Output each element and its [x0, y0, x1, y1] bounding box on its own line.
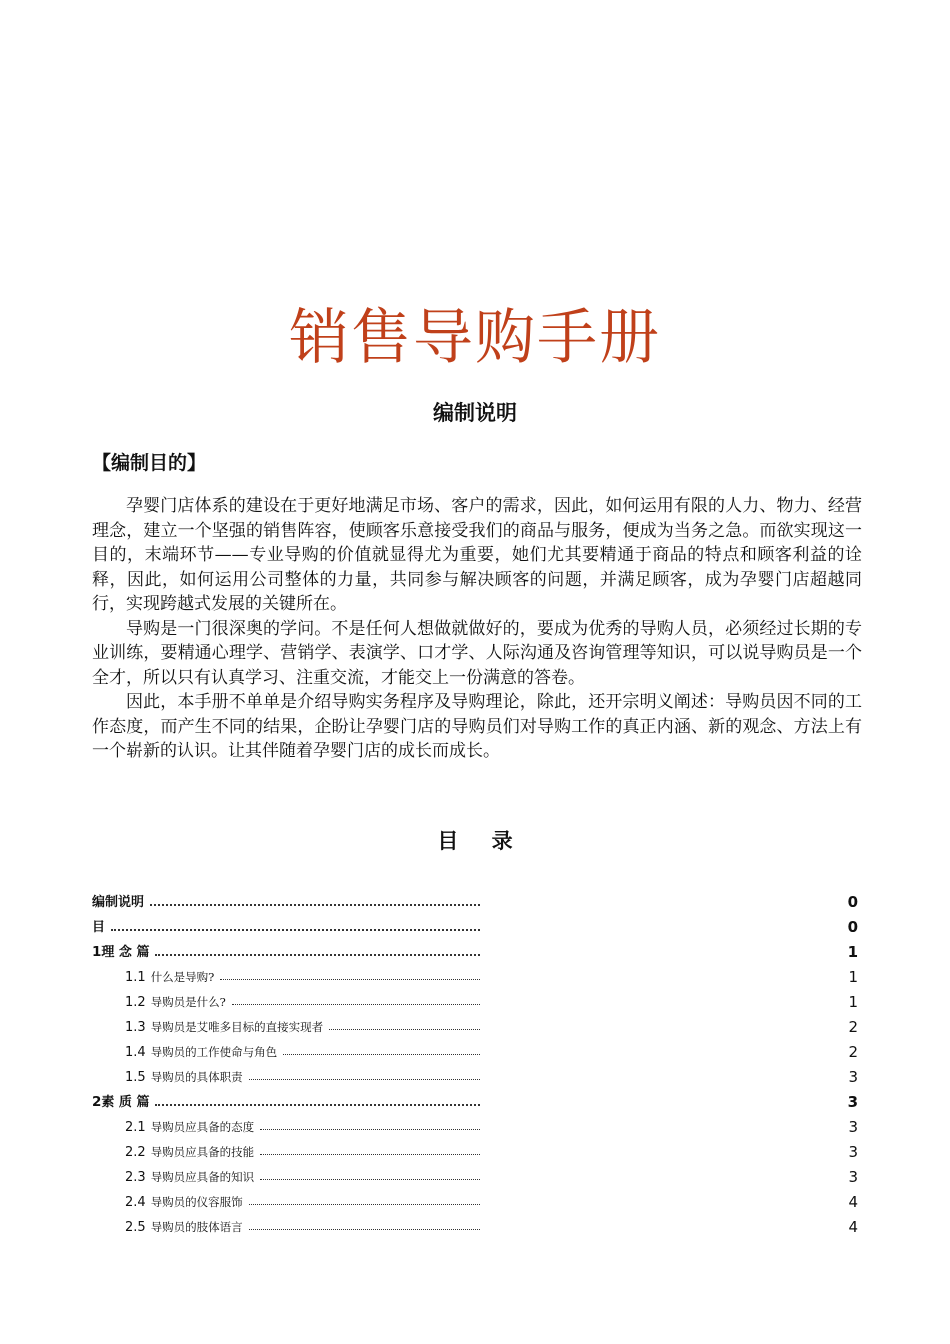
toc-entry-number: 1.1: [125, 970, 146, 985]
toc-entry-text: 导购员的具体职责: [150, 1070, 243, 1084]
toc-entry-number: 1.2: [125, 995, 146, 1010]
toc-page-number: 2: [848, 1043, 858, 1061]
toc-heading: 目 录: [437, 829, 513, 853]
toc-entry[interactable]: [92, 1216, 872, 1238]
toc-leader-dots: [283, 1054, 480, 1055]
toc-entry-label: [125, 1016, 323, 1038]
paragraph: 因此，本手册不单单是介绍导购实务程序及导购理论，除此，还开宗明义阐述：导购员因不同的工作态度，而产生不同的结果，企盼让孕婴门店的导购员们对导购工作的真正内涵、新的观念、方法上有一个崭新的认识。让其伴随着孕婴门店的成长而成长。: [92, 692, 862, 761]
purpose-subheading: 【编制目的】: [92, 452, 207, 474]
toc-entry[interactable]: [92, 941, 872, 963]
toc-entry-label: [125, 1166, 254, 1188]
toc-entry-label: [125, 991, 226, 1013]
toc-entry-text: 导购员的工作使命与角色: [150, 1045, 278, 1059]
toc-entry-label: [92, 891, 144, 913]
toc-entry-text: 什么是导购?: [150, 970, 215, 984]
toc-entry[interactable]: [92, 1091, 872, 1113]
toc-page-number: 1: [848, 968, 858, 986]
toc-entry-label: [125, 1066, 243, 1088]
paragraph: 导购是一门很深奥的学问。不是任何人想做就做好的，要成为优秀的导购人员，必须经过长期的专业训练，要精通心理学、营销学、表演学、口才学、人际沟通及咨询管理等知识，可以说导购员是一个全才，所以只有认真学习、注重交流，才能交上一份满意的答卷。: [92, 618, 862, 688]
toc-entry-label: [125, 1041, 277, 1063]
toc-entry-label: [125, 966, 214, 988]
toc-entry-text: 导购员应具备的知识: [150, 1170, 255, 1184]
toc-entry-number: 2: [92, 1094, 102, 1110]
toc-entry[interactable]: [92, 1191, 872, 1213]
toc-page-number: 3: [848, 1068, 858, 1086]
toc-entry-number: 1.5: [125, 1070, 146, 1085]
toc-entry[interactable]: [92, 1066, 872, 1088]
toc-leader-dots: [260, 1129, 480, 1130]
toc-entry-label: [125, 1116, 254, 1138]
toc-leader-dots: [329, 1029, 480, 1030]
toc-leader-dots: [111, 929, 480, 931]
toc-page-number: 4: [848, 1193, 858, 1211]
toc-page-number: 1: [847, 943, 858, 961]
purpose-body: [92, 494, 862, 764]
toc-page-number: 3: [847, 1093, 858, 1111]
toc-entry-number: 1.4: [125, 1045, 146, 1060]
section-heading: 编制说明: [433, 401, 517, 425]
toc-entry-number: 2.3: [125, 1170, 146, 1185]
toc-entry-label: [125, 1141, 254, 1163]
toc-leader-dots: [150, 904, 480, 906]
toc-entry[interactable]: [92, 991, 872, 1013]
toc-entry-label: [92, 916, 105, 938]
toc-leader-dots: [260, 1154, 480, 1155]
toc-entry-number: 2.4: [125, 1195, 146, 1210]
toc-entry-text: 理 念 篇: [101, 945, 150, 960]
toc-entry-text: 编制说明: [92, 895, 145, 910]
toc-leader-dots: [249, 1229, 480, 1230]
toc-entry-label: [125, 1216, 243, 1238]
document-title: 销售导购手册: [289, 303, 661, 374]
toc-entry-text: 导购员是什么?: [150, 995, 226, 1009]
toc-entry[interactable]: [92, 1116, 872, 1138]
toc-entry-text: 导购员的肢体语言: [150, 1220, 243, 1234]
toc-entry-label: [92, 1091, 149, 1113]
toc-entry-number: 1.3: [125, 1020, 146, 1035]
toc-entry-number: 2.2: [125, 1145, 146, 1160]
paragraph: 孕婴门店体系的建设在于更好地满足市场、客户的需求，因此，如何运用有限的人力、物力、经营理念，建立一个坚强的销售阵容，使顾客乐意接受我们的商品与服务，便成为当务之急。而欲实现这一目的，末端环节——专业导购的价值就显得尤为重要，她们尤其要精通于商品的特点和顾客利益的诠释，因此，如何运用公司整体的力量，共同参与解决顾客的问题，并满足顾客，成为孕婴门店超越同行，实现跨越式发展的关键所在。: [92, 496, 862, 614]
toc-page-number: 2: [848, 1018, 858, 1036]
toc-page-number: 0: [847, 918, 858, 936]
toc-leader-dots: [249, 1079, 480, 1080]
toc-entry[interactable]: [92, 1141, 872, 1163]
toc-entry[interactable]: [92, 891, 872, 913]
toc-leader-dots: [155, 1104, 480, 1106]
toc-page-number: 4: [848, 1218, 858, 1236]
toc-entry-text: 导购员应具备的技能: [150, 1145, 255, 1159]
toc-entry-number: 2.5: [125, 1220, 146, 1235]
toc-entry[interactable]: [92, 966, 872, 988]
toc-entry-label: [92, 941, 149, 963]
toc-entry-text: 目: [92, 920, 106, 935]
toc-entry-text: 导购员的仪容服饰: [150, 1195, 243, 1209]
toc-page-number: 3: [848, 1143, 858, 1161]
toc-entry-text: 导购员是艾唯多目标的直接实现者: [150, 1020, 324, 1034]
toc-entry-text: 素 质 篇: [101, 1095, 150, 1110]
toc-entry-label: [125, 1191, 243, 1213]
toc-leader-dots: [249, 1204, 480, 1205]
toc-page-number: 3: [848, 1168, 858, 1186]
toc-leader-dots: [260, 1179, 480, 1180]
toc-leader-dots: [232, 1004, 480, 1005]
toc-entry-number: 2.1: [125, 1120, 146, 1135]
toc-entry-number: 1: [92, 944, 102, 960]
toc-leader-dots: [220, 979, 480, 980]
toc-page-number: 3: [848, 1118, 858, 1136]
toc-entry[interactable]: [92, 1166, 872, 1188]
toc-entry-text: 导购员应具备的态度: [150, 1120, 255, 1134]
toc-entry[interactable]: [92, 916, 872, 938]
toc-entry[interactable]: [92, 1041, 872, 1063]
toc-leader-dots: [155, 954, 480, 956]
toc-page-number: 1: [848, 993, 858, 1011]
toc-page-number: 0: [847, 893, 858, 911]
toc-entry[interactable]: [92, 1016, 872, 1038]
